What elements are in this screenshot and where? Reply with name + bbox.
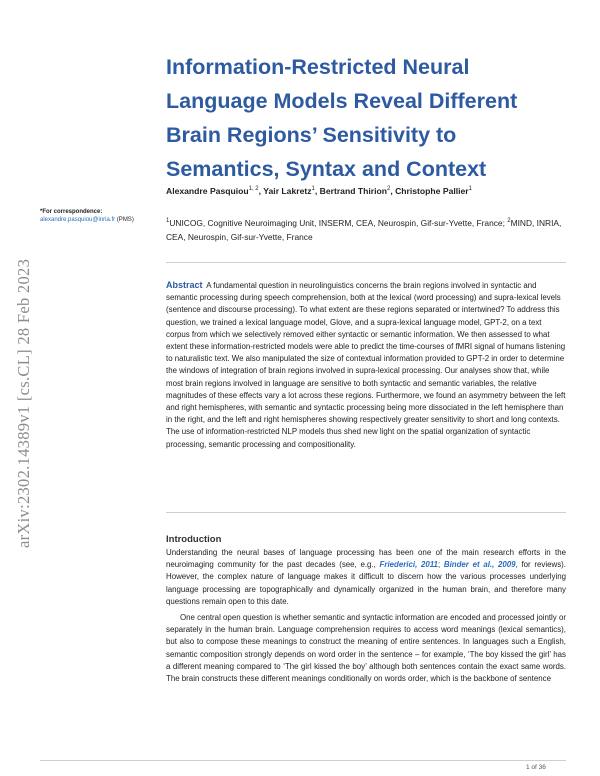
section-heading-introduction: Introduction [166,534,222,545]
paragraph: One central open question is whether semantic and syntactic information are encoded and processed jointly or separately in the human brain. Language comprehension requires to access word meanings (lexical semantics), but also to compose these meanings to construct the meaning of entire sentences. In languages such a English, semantic composition strongly depends on word order in the sentence – for example, ‘The boy kissed the girl’ has a different meaning compared to ‘The girl kissed the boy’ although both sentences contain the exact same words. The brain constructs these different meanings conditionally on words order, which is the backbone of sentence [166,613,566,684]
footer-divider [40,760,566,761]
affiliation-text: MIND, INRIA, CEA, Neurospin, Gif-sur-Yvette, France [166,217,562,242]
abstract-heading: Abstract [166,280,203,290]
affiliation-text: UNICOG, Cognitive Neuroimaging Unit, INSERM, CEA, Neurospin, Gif-sur-Yvette, France; [169,217,508,228]
paper-title: Information-Restricted Neural Language Models Reveal Different Brain Regions’ Sensitivity to Semantics, Syntax and Context [166,55,518,181]
author-list: Alexandre Pasquiou$^{1, 2}$, Yair Lakretz$^1$, Bertrand Thirion$^2$, Christophe Pallier$^1$ [166,186,472,196]
author-affiliation-mark: 1, 2 [248,186,259,193]
citation-separator: ; [437,560,444,570]
correspondence-note [40,208,162,224]
author-name: Christophe Pallier [395,186,469,196]
author-affiliation-mark: 1 [311,186,315,193]
correspondence-initials: (PMS) [116,217,134,223]
arxiv-identifier: arXiv:2302.14389v1 [cs.CL] 28 Feb 2023 [14,258,33,548]
citation-link[interactable]: Binder et al., 2009 [443,560,516,570]
author-affiliation-mark: 2 [386,186,391,193]
author-name: Yair Lakretz [263,186,312,196]
paragraph-text: Understanding the neural bases of language processing has been one of the main research efforts in the neuroimaging community for the past decades (see, e.g., [166,548,566,570]
citation-link[interactable]: Friederici, 2011 [379,560,438,570]
author-name: Alexandre Pasquiou [166,186,249,196]
affiliations [166,214,566,244]
abstract-text: A fundamental question in neurolinguistics concerns the brain regions involved in syntactic and semantic processing during speech comprehension, both at the lexical (word processing) and supra-lexical levels (sentence and discourse processing). To what extent are these regions separated or intertwined? To address this question, we trained a lexical language model, Glove, and a supra-lexical language model, GPT-2, on a text corpus from which we selectively removed either syntactic or semantic information. We then assessed to what extent these information-restricted models were able to predict the time-courses of fMRI signal of humans listening to naturalistic text. We also manipulated the size of contextual information provided to GPT-2 in order to determine the windows of integration of brain regions involved in supra-lexical processing. Our analyses show that, while most brain regions involved in language are sensitive to both syntactic and semantic variables, the relative magnitudes of these effects vary a lot across these regions. Furthermore, we found an asymmetry between the left and right hemispheres, with semantic and syntactic processing being more dissociated in the left hemisphere than in the right, and the left and right hemispheres showing respectively greater sensitivity to short and long contexts. The use of information-restricted NLP models thus shed new light on the spatial organization of syntactic processing, semantic processing and compositionality. [166,281,566,449]
abstract-top-divider [166,262,566,263]
author-name: Bertrand Thirion [319,186,387,196]
affiliation-mark: 2 [507,218,511,224]
affiliation-mark: 1 [166,218,170,224]
correspondence-label: *For correspondence: [40,209,103,215]
author-affiliation-mark: 1 [468,186,472,193]
introduction-body [166,547,566,685]
abstract-bottom-divider [166,512,566,513]
abstract-block [166,279,566,451]
correspondence-email-link[interactable]: alexandre.pasquiou@inria.fr [40,217,116,223]
paragraph [166,547,566,608]
page-number: 1 of 36 [526,764,546,771]
paragraph-text: , for reviews). However, the complex nature of language makes it difficult to discern how the various processes underlying language processing are topographically and dynamically organized in the human brain, and therefore many questions remain open to this date. [166,560,566,606]
